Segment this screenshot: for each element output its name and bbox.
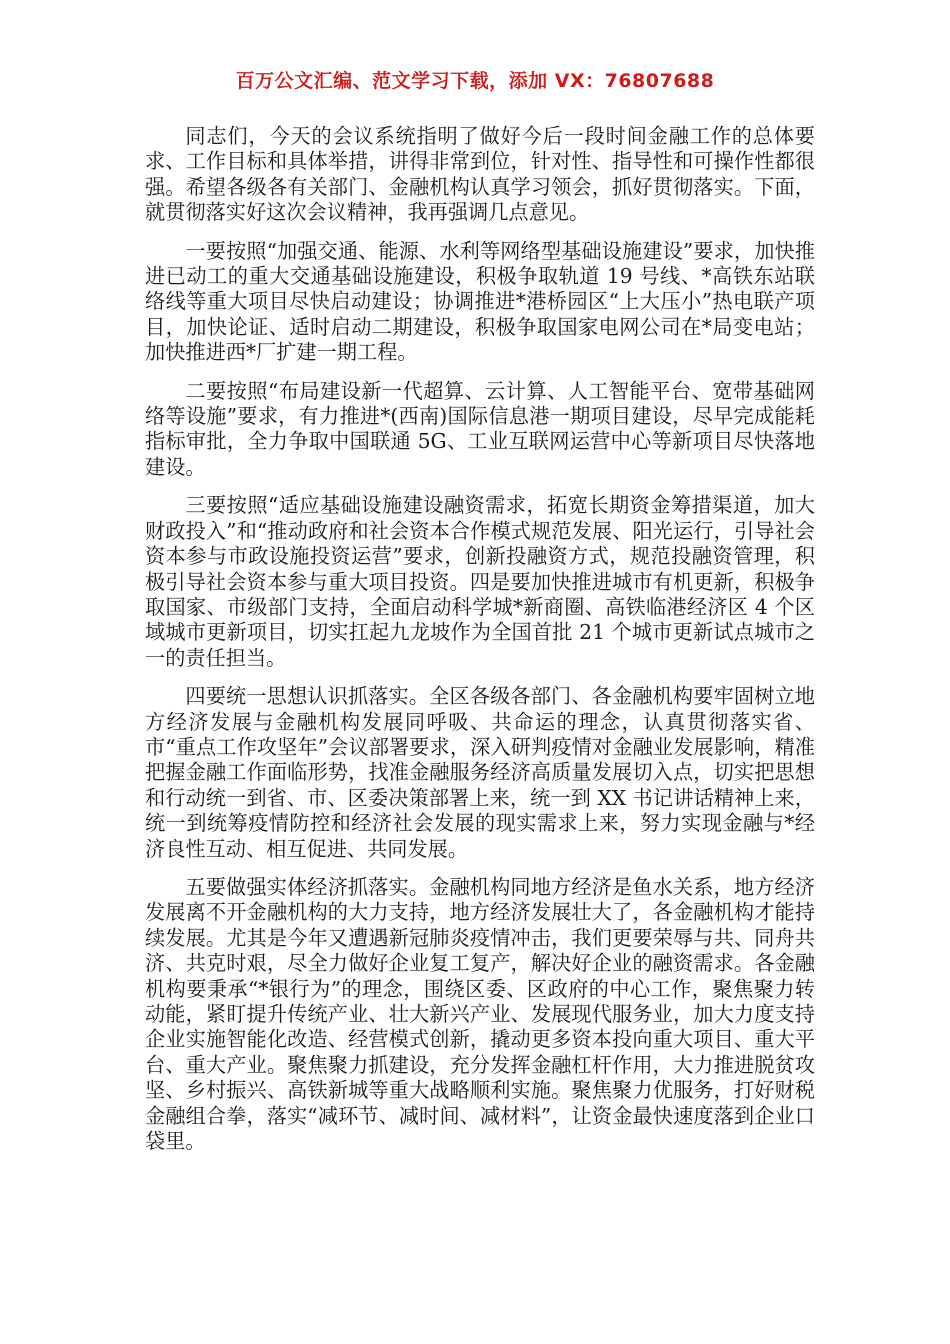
paragraph-point-5: 五要做强实体经济抓落实。金融机构同地方经济是鱼水关系，地方经济发展离不开金融机构的大力支持，地方经济发展壮大了，各金融机构才能持续发展。尤其是今年又遭遇新冠肺炎疫情冲击，我们更要荣辱与共、同舟共济、共克时艰，尽全力做好企业复工复产，解决好企业的融资需求。各金融机构要秉承“*银行为”的理念，围绕区委、区政府的中心工作，聚焦聚力转动能，紧盯提升传统产业、壮大新兴产业、发展现代服务业，加大力度支持企业实施智能化改造、经营模式创新，撬动更多资本投向重大项目、重大平台、重大产业。聚焦聚力抓建设，充分发挥金融杠杆作用，大力推进脱贫攻坚、乡村振兴、高铁新城等重大战略顺利实施。聚焦聚力优服务，打好财税金融组合拳，落实“减环节、减时间、减材料”，让资金最快速度落到企业口袋里。 xyxy=(145,874,815,1154)
paragraph-point-2: 二要按照“布局建设新一代超算、云计算、人工智能平台、宽带基础网络等设施”要求，有力推进*(西南)国际信息港一期项目建设，尽早完成能耗指标审批，全力争取中国联通 5G、工业互联网运营中心等新项目尽快落地建设。 xyxy=(145,378,815,479)
paragraph-opening: 同志们，今天的会议系统指明了做好今后一段时间金融工作的总体要求、工作目标和具体举措，讲得非常到位，针对性、指导性和可操作性都很强。希望各级各有关部门、金融机构认真学习领会，抓好贯彻落实。下面，就贯彻落实好这次会议精神，我再强调几点意见。 xyxy=(145,124,815,225)
paragraph-point-4: 四要统一思想认识抓落实。全区各级各部门、各金融机构要牢固树立地方经济发展与金融机构发展同呼吸、共命运的理念，认真贯彻落实省、市“重点工作攻坚年”会议部署要求，深入研判疫情对金融业发展影响，精准把握金融工作面临形势，找准金融服务经济高质量发展切入点，切实把思想和行动统一到省、市、区委决策部署上来，统一到 XX 书记讲话精神上来，统一到统筹疫情防控和经济社会发展的现实需求上来，努力实现金融与*经济良性互动、相互促进、共同发展。 xyxy=(145,684,815,861)
watermark-header: 百万公文汇编、范文学习下载，添加 VX：76807688 xyxy=(235,70,715,92)
paragraph-point-1: 一要按照“加强交通、能源、水利等网络型基础设施建设”要求，加快推进已动工的重大交通基础设施建设，积极争取轨道 19 号线、*高铁东站联络线等重大项目尽快启动建设；协调推进*港桥园区“上大压小”热电联产项目，加快论证、适时启动二期建设，积极争取国家电网公司在*局变电站；加快推进西*厂扩建一期工程。 xyxy=(145,238,815,365)
document-body xyxy=(145,124,815,1167)
paragraph-point-3: 三要按照“适应基础设施建设融资需求，拓宽长期资金筹措渠道，加大财政投入”和“推动政府和社会资本合作模式规范发展、阳光运行，引导社会资本参与市政设施投资运营”要求，创新投融资方式，规范投融资管理，积极引导社会资本参与重大项目投资。四是要加快推进城市有机更新，积极争取国家、市级部门支持，全面启动科学城*新商圈、高铁临港经济区 4 个区域城市更新项目，切实扛起九龙坡作为全国首批 21 个城市更新试点城市之一的责任担当。 xyxy=(145,493,815,670)
